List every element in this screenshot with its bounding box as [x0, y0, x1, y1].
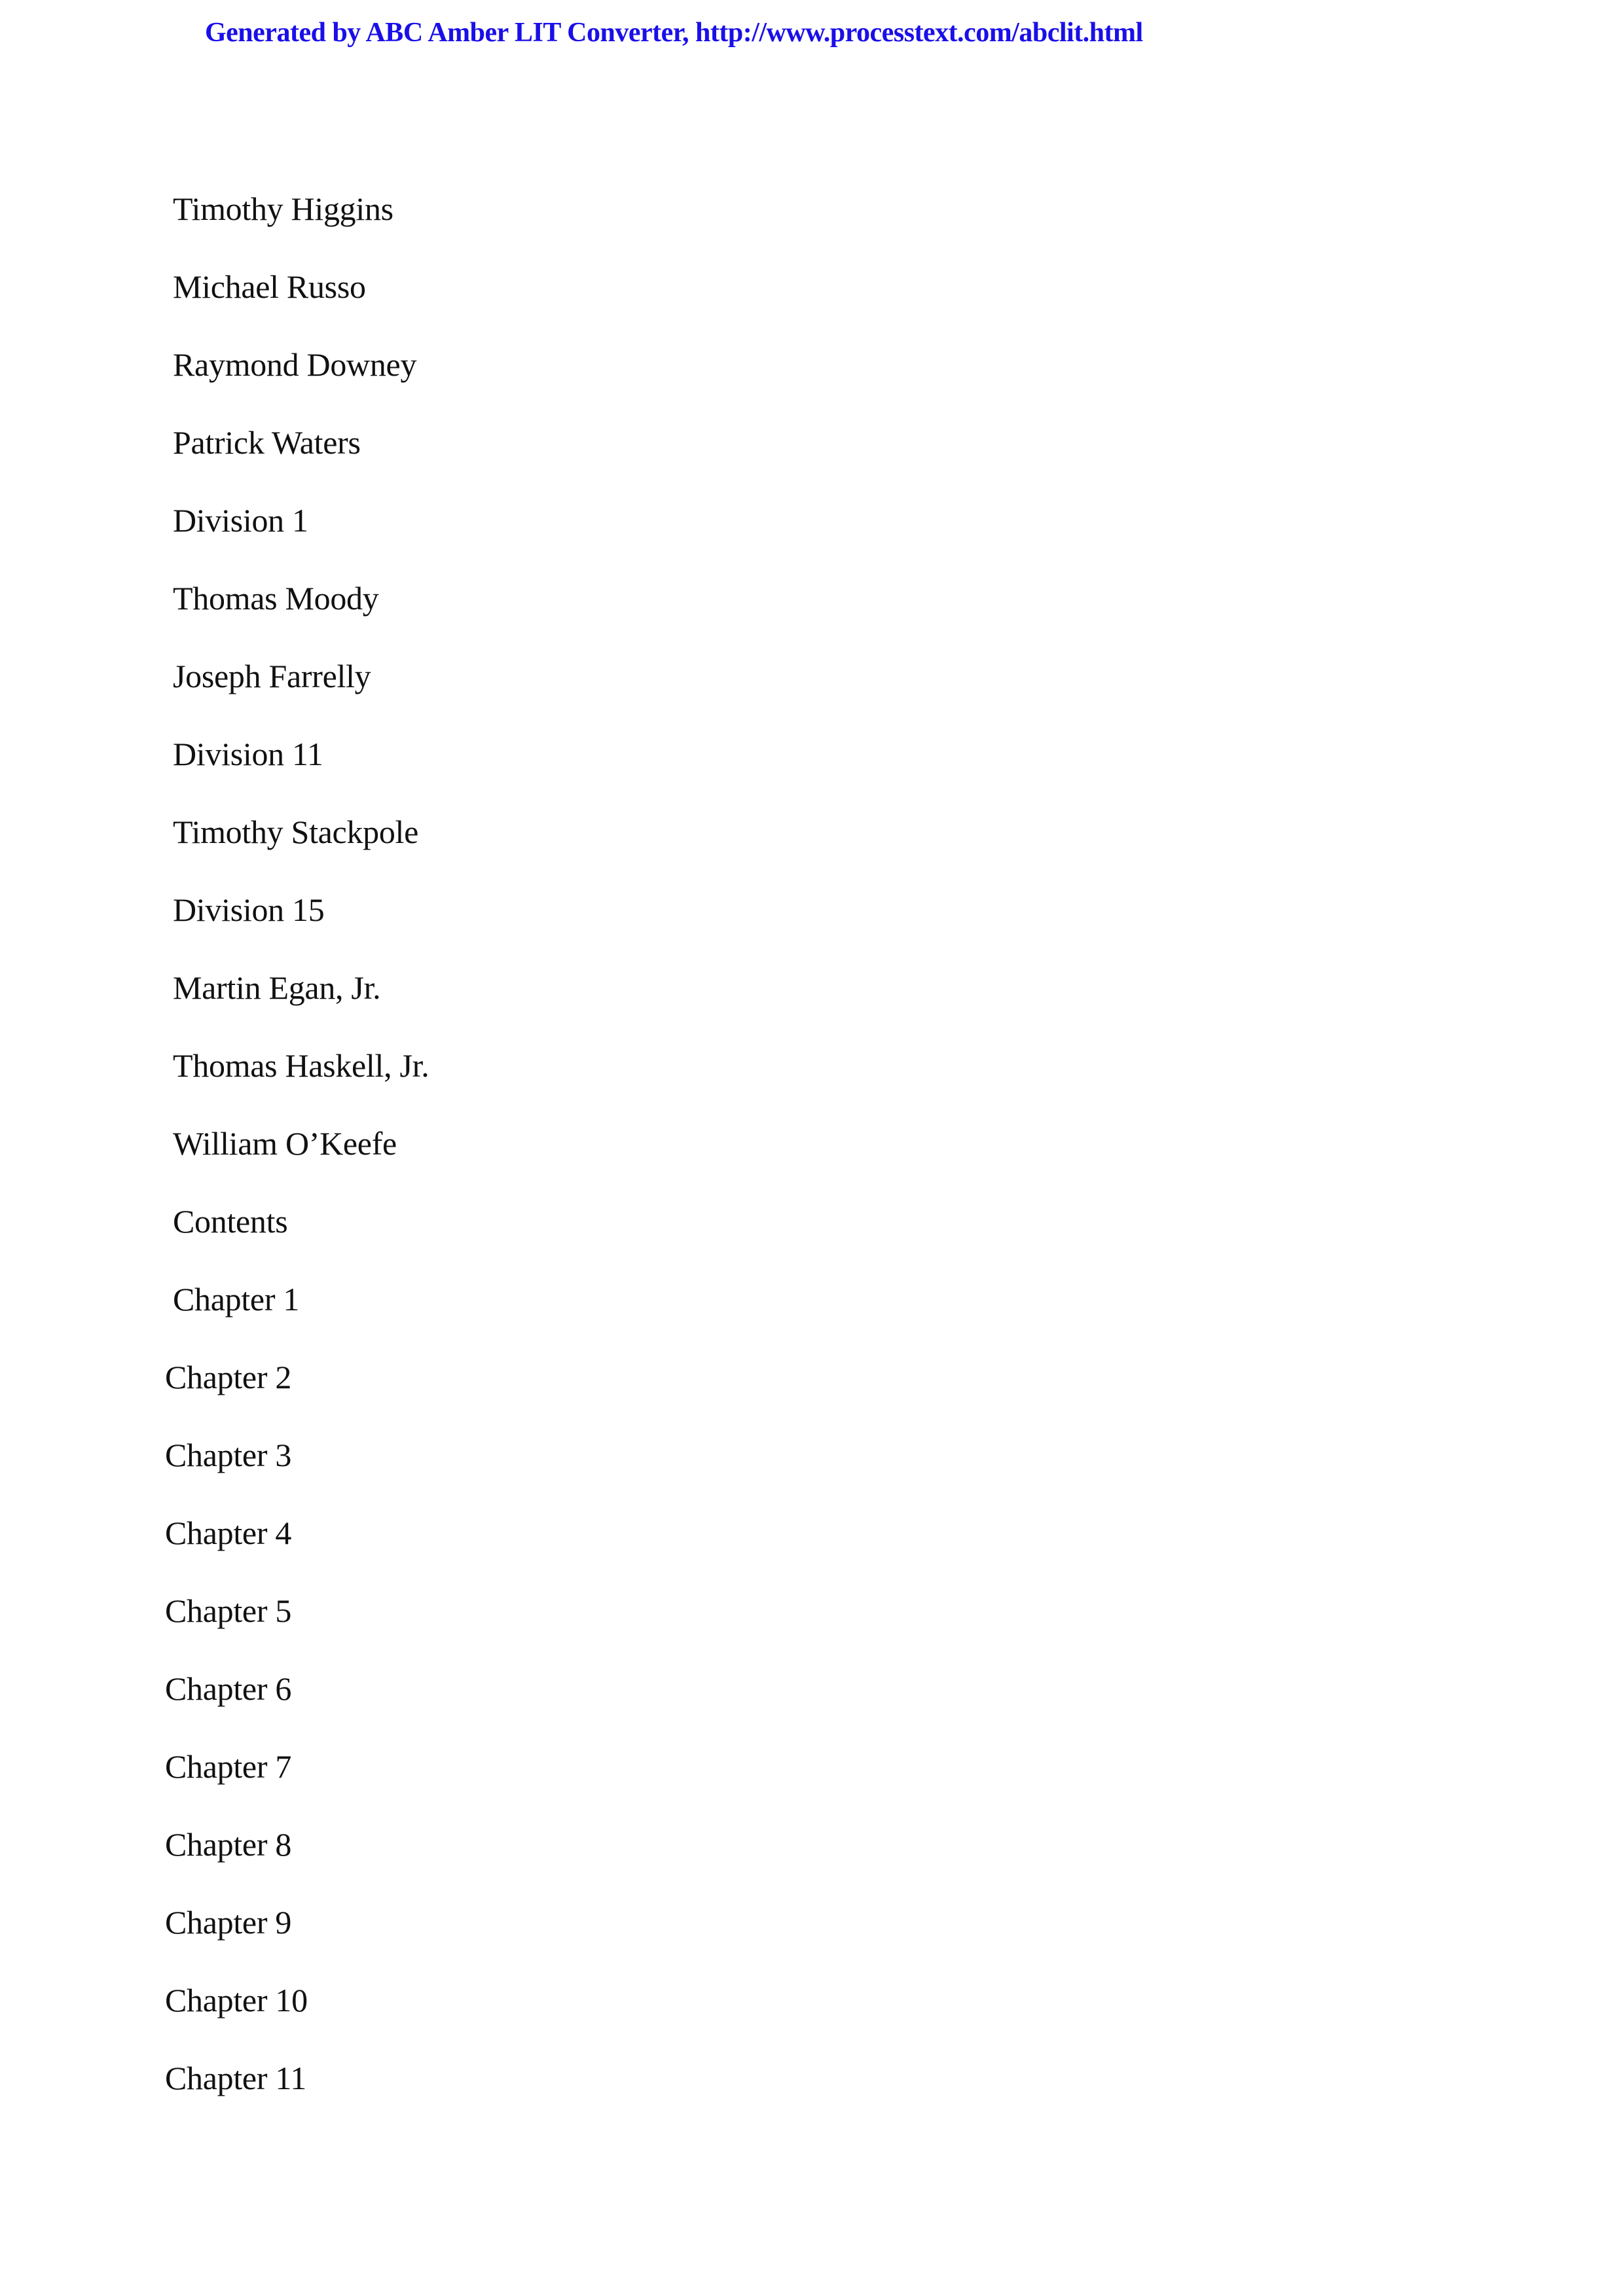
toc-chapter-8[interactable]: Chapter 8	[165, 1826, 292, 1863]
list-item-martin-egan: Martin Egan, Jr.	[173, 969, 381, 1006]
list-item-timothy-stackpole: Timothy Stackpole	[173, 814, 419, 850]
contents-heading: Contents	[173, 1203, 288, 1240]
list-item-patrick-waters: Patrick Waters	[173, 424, 361, 461]
list-item-thomas-haskell: Thomas Haskell, Jr.	[173, 1047, 429, 1084]
toc-chapter-6[interactable]: Chapter 6	[165, 1670, 292, 1707]
list-item-division-1: Division 1	[173, 502, 308, 539]
toc-chapter-1[interactable]: Chapter 1	[173, 1281, 300, 1318]
list-item-division-11: Division 11	[173, 736, 323, 772]
list-item-division-15: Division 15	[173, 891, 325, 928]
toc-chapter-9[interactable]: Chapter 9	[165, 1904, 292, 1941]
list-item-william-okeefe: William O’Keefe	[173, 1125, 397, 1162]
converter-notice-link[interactable]: Generated by ABC Amber LIT Converter, http://www.processtext.com/abclit.html	[205, 18, 1143, 48]
toc-chapter-4[interactable]: Chapter 4	[165, 1515, 292, 1551]
list-item-raymond-downey: Raymond Downey	[173, 346, 417, 383]
list-item-joseph-farrelly: Joseph Farrelly	[173, 658, 371, 694]
toc-chapter-3[interactable]: Chapter 3	[165, 1437, 292, 1473]
toc-chapter-11[interactable]: Chapter 11	[165, 2060, 306, 2096]
list-item-thomas-moody: Thomas Moody	[173, 580, 379, 617]
toc-chapter-7[interactable]: Chapter 7	[165, 1748, 292, 1785]
list-item-michael-russo: Michael Russo	[173, 268, 366, 305]
toc-chapter-5[interactable]: Chapter 5	[165, 1592, 292, 1629]
toc-chapter-10[interactable]: Chapter 10	[165, 1982, 308, 2018]
list-item-timothy-higgins: Timothy Higgins	[173, 190, 393, 227]
toc-chapter-2[interactable]: Chapter 2	[165, 1359, 292, 1395]
